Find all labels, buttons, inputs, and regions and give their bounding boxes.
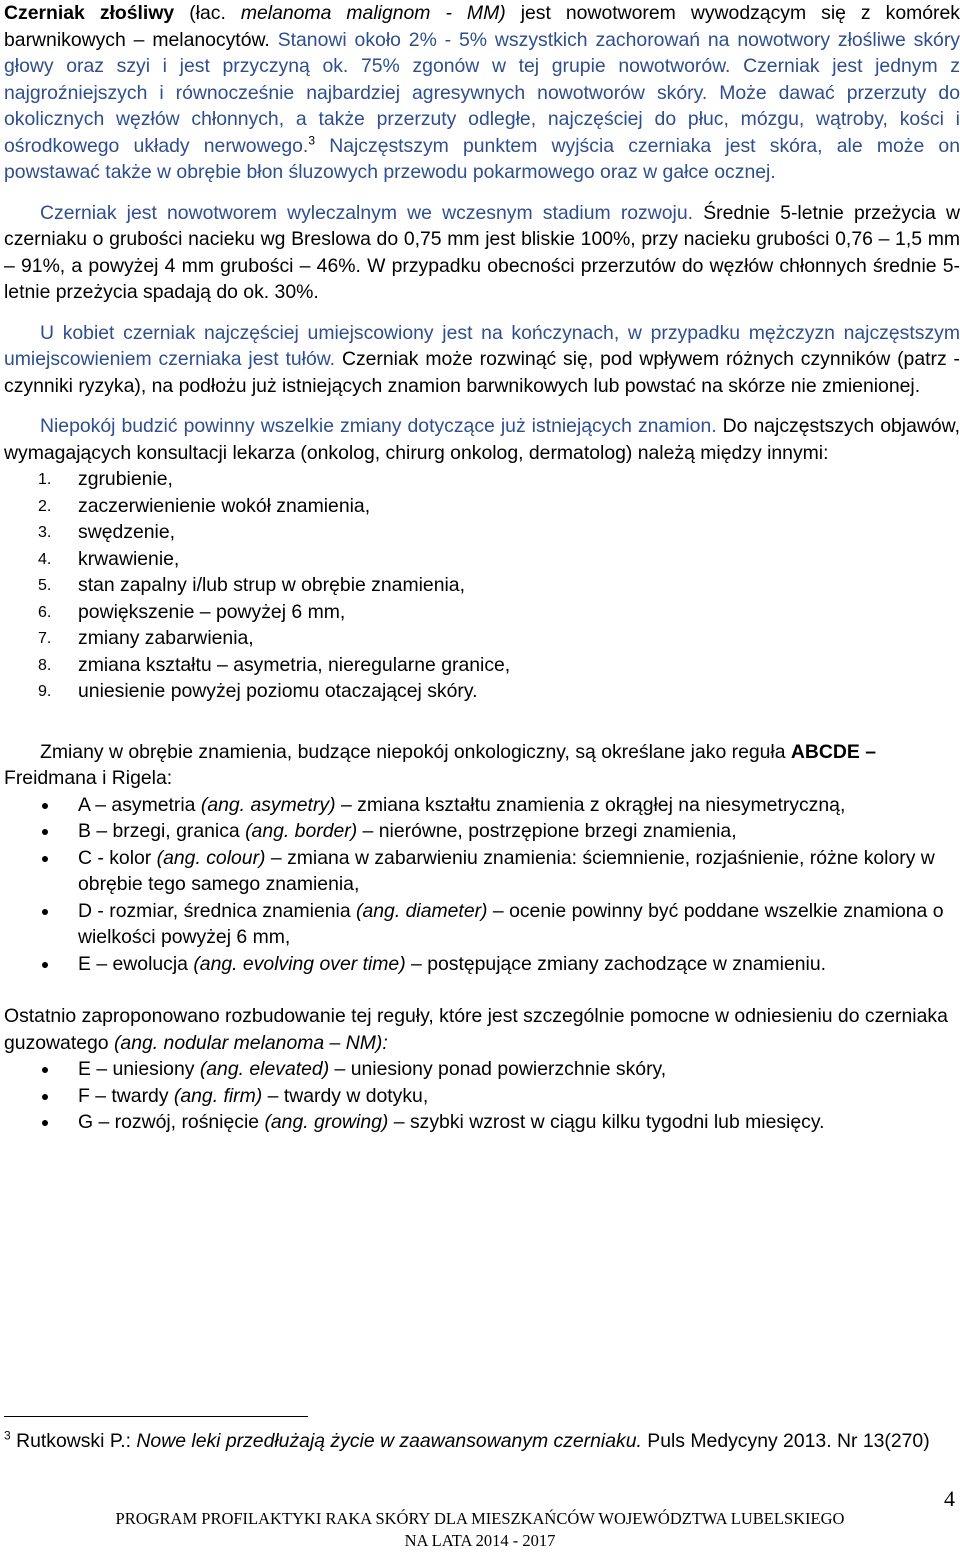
abcde-list — [4, 792, 960, 978]
bullet-icon — [42, 803, 48, 809]
list-item: 2. zaczerwienienie wokół znamienia, — [38, 494, 371, 517]
efg-list — [4, 1056, 960, 1136]
spacer — [4, 186, 960, 200]
list-item: 1. zgrubienie, — [38, 468, 173, 490]
bullet-icon — [42, 1120, 48, 1126]
list-item: F – twardy (ang. firm) – twardy w dotyku, — [4, 1083, 960, 1110]
list-item: 7. zmiany zabarwienia, — [38, 627, 254, 649]
page-footer — [0, 1508, 960, 1552]
document-page — [4, 0, 960, 1136]
footer-line-2: NA LATA 2014 - 2017 — [404, 1531, 556, 1550]
survival-paragraph: Czerniak jest nowotworem wyleczalnym we wczesnym stadium rozwoju. Średnie 5-letnie przeżycia w czerniaku o grubości nacieku wg Breslowa do 0,75 mm jest bliskie 100%, przy nacieku grubości 0,76 – 1,5 mm – 91%, a powyżej 4 mm grubości – 46%. W przypadku obecności przerzutów do węzłów chłonnych średnie 5-letnie przeżycia spadają do ok. 30%. — [4, 201, 960, 303]
term-bold: Czerniak złośliwy — [4, 2, 175, 24]
list-item: E – ewolucja (ang. evolving over time) – postępujące zmiany zachodzące w znamieniu. — [4, 951, 960, 978]
footer-line-1: PROGRAM PROFILAKTYKI RAKA SKÓRY DLA MIESZKAŃCÓW WOJEWÓDZTWA LUBELSKIEGO — [115, 1509, 845, 1528]
list-item: A – asymetria (ang. asymetry) – zmiana kształtu znamienia z okrągłej na niesymetryczną, — [4, 792, 960, 819]
list-item: 6. powiększenie – powyżej 6 mm, — [38, 600, 346, 623]
abcde-intro: Zmiany w obrębie znamienia, budzące niepokój onkologiczny, są określane jako reguła ABCDE – Freidmana i Rigela: — [4, 740, 877, 789]
list-item: 5. stan zapalny i/lub strup w obrębie znamienia, — [38, 574, 465, 596]
list-item: 8. zmiana kształtu – asymetria, nieregularne granice, — [38, 653, 511, 676]
page-number: 4 — [944, 1486, 955, 1511]
spacer — [4, 705, 960, 739]
footnote-ref: 3 — [308, 133, 316, 148]
list-item: G – rozwój, rośnięcie (ang. growing) – szybki wzrost w ciągu kilku tygodni lub miesięcy. — [4, 1109, 960, 1136]
spacer — [4, 399, 960, 413]
bullet-icon — [42, 1094, 48, 1100]
list-item: E – uniesiony (ang. elevated) – uniesiony ponad powierzchnie skóry, — [4, 1056, 960, 1083]
location-paragraph: U kobiet czerniak najczęściej umiejscowiony jest na kończynach, w przypadku mężczyzn najczęstszym umiejscowieniem czerniaka jest tułów. Czerniak może rozwinąć się, pod wpływem różnych czynników (patrz - czynniki ryzyka), na podłożu już istniejących znamion barwnikowych lub powstać na skórze nie zmienionej. — [4, 321, 960, 397]
list-item: 4. krwawienie, — [38, 547, 180, 570]
symptoms-intro: Niepokój budzić powinny wszelkie zmiany dotyczące już istniejących znamion. Do najczęstszych objawów, wymagających konsultacji lekarza (onkolog, chirurg onkolog, dermatolog) należą między innymi: — [4, 415, 960, 464]
list-item: 3. swędzenie, — [38, 521, 176, 543]
spacer — [4, 977, 960, 1003]
intro-paragraph: Czerniak złośliwy (łac. melanoma malignom - MM) jest nowotworem wywodzącym się z komórek barwnikowych – melanocytów. Stanowi około 2% - 5% wszystkich zachorowań na nowotwory złośliwe skóry głowy oraz szyi i jest przyczyną ok. 75% zgonów w tej grupie nowotworów. Czerniak jest jednym z najgroźniejszych i równocześnie najbardziej agresywnych nowotworów skóry. Może dawać przerzuty do okolicznych węzłów chłonnych, a także przerzuty odległe, najczęściej do płuc, mózgu, wątroby, kości i ośrodkowego układy nerwowego.$^3$ Najczęstszym punktem wyjścia czerniaka jest skóra, ale może on powstawać także w obrębie błon śluzowych przewodu pokarmowego oraz w gałce ocznej. — [4, 2, 960, 183]
list-item: 9. uniesienie powyżej poziomu otaczającej skóry. — [38, 680, 478, 702]
list-item: C - kolor (ang. colour) – zmiana w zabarwieniu znamienia: ściemnienie, rozjaśnienie, różne kolory w obrębie tego samego znamienia, — [4, 845, 960, 898]
bullet-icon — [42, 909, 48, 915]
bullet-icon — [42, 1067, 48, 1073]
footnote-separator — [4, 1416, 308, 1417]
symptoms-list — [4, 466, 960, 705]
nm-intro: Ostatnio zaproponowano rozbudowanie tej reguły, które jest szczególnie pomocne w odniesieniu do czerniaka guzowatego (ang. nodular melanoma – NM): — [4, 1005, 948, 1054]
bullet-icon — [42, 962, 48, 968]
list-item: D - rozmiar, średnica znamienia (ang. diameter) – ocenie powinny być poddane wszelkie znamiona o wielkości powyżej 6 mm, — [4, 898, 960, 951]
bullet-icon — [42, 829, 48, 835]
bullet-icon — [42, 856, 48, 862]
footnote: $^3$ Rutkowski P.: Nowe leki przedłużają życie w zaawansowanym czerniaku. Puls Medycyny 2013. Nr 13(270) — [4, 1428, 930, 1452]
spacer — [4, 306, 960, 320]
list-item: B – brzegi, granica (ang. border) – nierówne, postrzępione brzegi znamienia, — [4, 818, 960, 845]
